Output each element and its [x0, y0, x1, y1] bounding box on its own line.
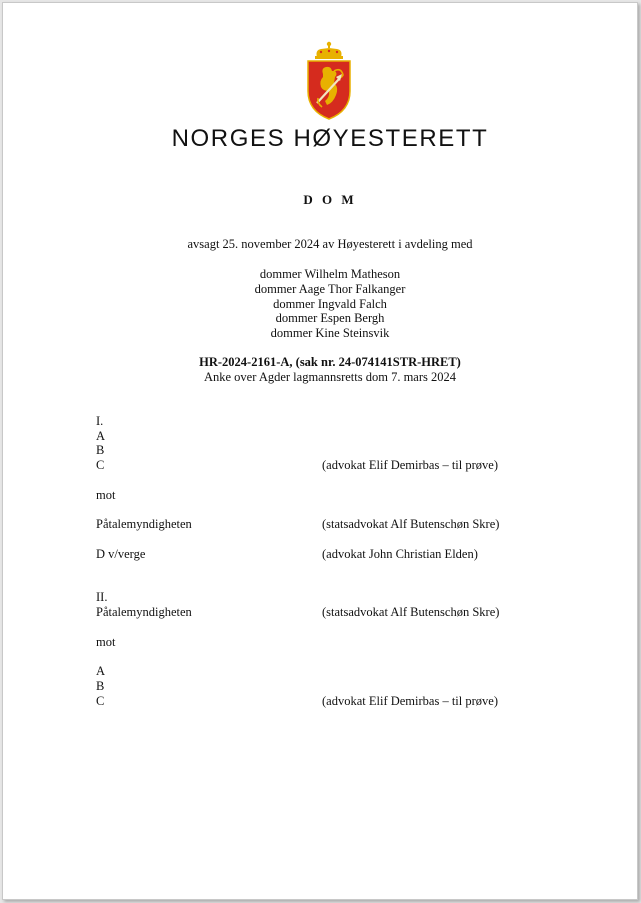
- appeal-line: Anke over Agder lagmannsretts dom 7. mars 2024: [203, 370, 457, 384]
- court-name: NORGES HØYESTERETT: [171, 125, 489, 152]
- judge-3: dommer Ingvald Falch: [273, 297, 387, 311]
- party-a: A: [96, 429, 106, 443]
- section-one-numeral: I.: [96, 414, 104, 428]
- prosecution: Påtalemyndigheten: [96, 605, 192, 619]
- judge-2: dommer Aage Thor Falkanger: [254, 282, 406, 296]
- counsel-d: (advokat John Christian Elden): [322, 547, 478, 561]
- prosecution-counsel: (statsadvokat Alf Butenschøn Skre): [322, 517, 500, 531]
- prosecution-counsel: (statsadvokat Alf Butenschøn Skre): [322, 605, 500, 619]
- counsel-abc: (advokat Elif Demirbas – til prøve): [322, 458, 498, 472]
- prosecution: Påtalemyndigheten: [96, 517, 192, 531]
- party-d: D v/verge: [96, 547, 146, 561]
- judge-5: dommer Kine Steinsvik: [270, 326, 390, 340]
- party-b: B: [96, 679, 105, 693]
- party-a: A: [96, 664, 106, 678]
- counsel-abc: (advokat Elif Demirbas – til prøve): [322, 694, 498, 708]
- document-title: D O M: [303, 192, 357, 207]
- intro-text: avsagt 25. november 2024 av Høyesterett i avdeling med: [187, 237, 473, 251]
- judge-4: dommer Espen Bergh: [275, 311, 385, 325]
- party-c: C: [96, 458, 105, 472]
- judge-1: dommer Wilhelm Matheson: [259, 267, 401, 281]
- party-b: B: [96, 443, 105, 457]
- case-number: HR-2024-2161-A, (sak nr. 24-074141STR-HRET): [199, 355, 461, 369]
- versus: mot: [96, 488, 116, 502]
- norwegian-coat-of-arms-icon: [303, 41, 355, 121]
- party-c: C: [96, 694, 105, 708]
- document-page: [2, 2, 638, 900]
- section-two-numeral: II.: [96, 590, 108, 604]
- versus: mot: [96, 635, 116, 649]
